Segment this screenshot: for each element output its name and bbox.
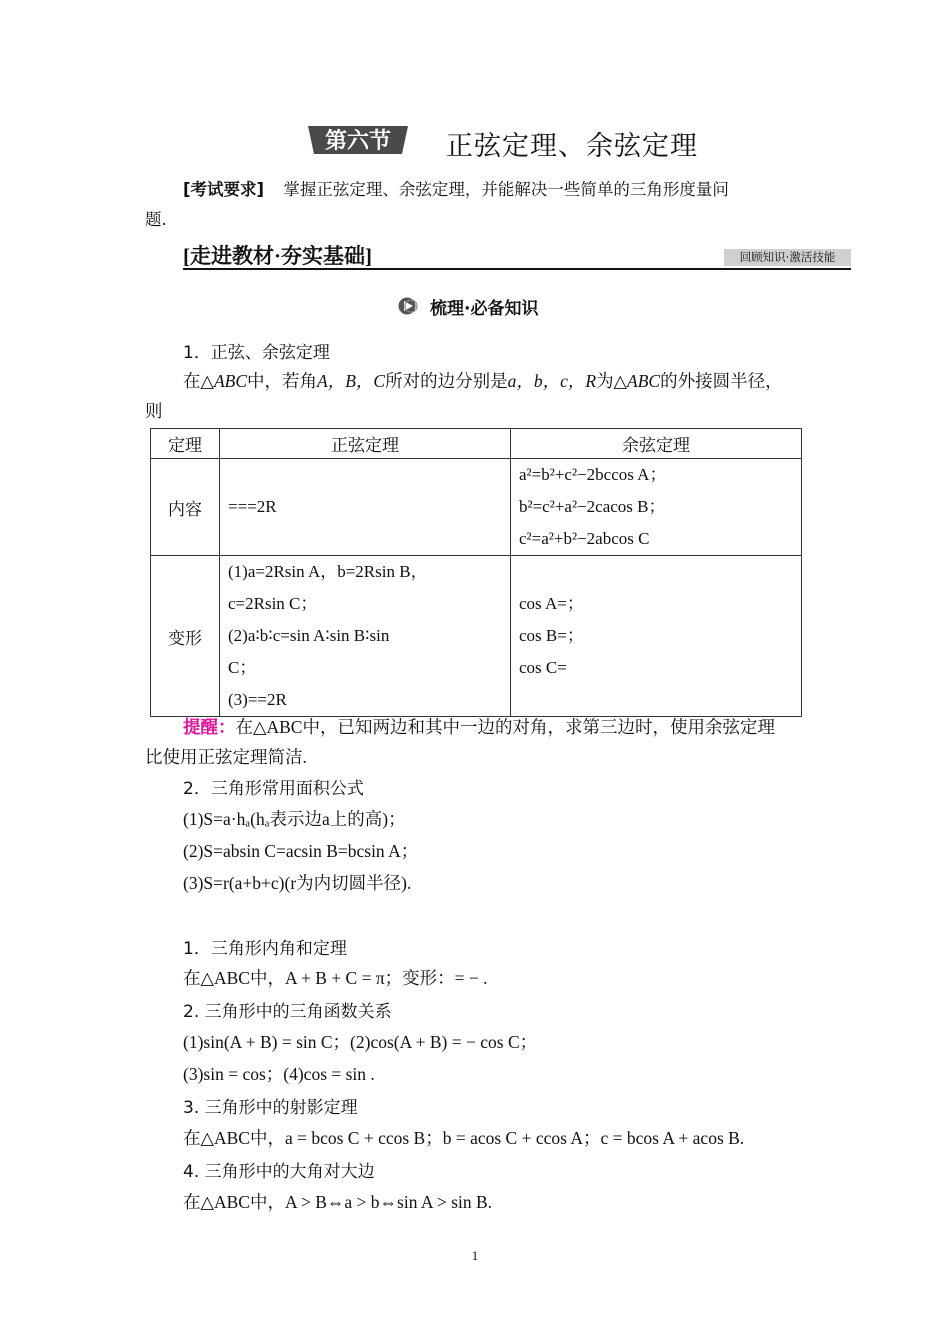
note-line <box>183 714 775 739</box>
sine-variant: c=2Rsin C； <box>228 594 318 613</box>
header-cell: 正弦定理 <box>220 429 511 459</box>
row-label: 内容 <box>151 459 220 556</box>
area-formula: (3)S=r(a+b+c)(r为内切圆半径). <box>183 873 412 893</box>
cosine-formula: a²=b²+c²−2bccos A； <box>519 465 667 484</box>
item1-title: 1．正弦、余弦定理 <box>183 343 330 363</box>
play-icon <box>398 297 418 315</box>
extra-line: 在△ABC中，A + B + C = π；变形：= − . <box>183 968 488 988</box>
row-label: 变形 <box>151 556 220 717</box>
extra-line: (1)sin(A + B) = sin C；(2)cos(A + B) = − cos C； <box>183 1032 538 1052</box>
extra-title: 2. 三角形中的三角函数关系 <box>183 1002 392 1022</box>
page-number: 1 <box>471 1248 479 1263</box>
cosine-variant-cell <box>511 556 802 717</box>
item1-intro: 在△ABC中，若角A，B，C所对的边分别是a，b，c，R为△ABC的外接圆半径， <box>183 371 783 391</box>
requirement-text: 掌握正弦定理、余弦定理，并能解决一些简单的三角形度量问 <box>283 180 729 199</box>
page-title: 正弦定理、余弦定理 <box>446 131 698 162</box>
sine-variant-cell <box>220 556 511 717</box>
header-cell: 定理 <box>151 429 220 459</box>
section-heading: [走进教材·夯实基础] <box>183 244 372 268</box>
sine-variant: (2)a∶b∶c=sin A∶sin B∶sin <box>228 626 390 645</box>
requirement-label: [考试要求] <box>183 180 265 199</box>
item2-title: 2．三角形常用面积公式 <box>183 779 364 799</box>
section-badge-text: 第六节 <box>324 129 392 154</box>
table-row <box>151 459 802 556</box>
cosine-content-cell <box>511 459 802 556</box>
note-text: 在△ABC中，已知两边和其中一边的对角，求第三边时，使用余弦定理 <box>235 717 775 737</box>
section-badge <box>304 124 412 156</box>
sine-variant: (3)==2R <box>228 690 287 709</box>
subsection-title: 梳理·必备知识 <box>430 299 539 319</box>
extra-line: (3)sin = cos；(4)cos = sin . <box>183 1064 375 1084</box>
cosine-formula: c²=a²+b²−2abcos C <box>519 529 650 548</box>
area-formula: (1)S=a·hₐ(hₐ表示边a上的高)； <box>183 809 406 829</box>
theorem-table <box>150 428 802 717</box>
area-formula: (2)S=absin C=acsin B=bcsin A； <box>183 841 419 861</box>
table-row <box>151 556 802 717</box>
item1-intro-cont: 则 <box>145 401 163 421</box>
note-text-cont: 比使用正弦定理简洁. <box>145 747 307 767</box>
header-cell: 余弦定理 <box>511 429 802 459</box>
extra-line: 在△ABC中，a = bcos C + ccos B；b = acos C + ccos A；c = bcos A + acos B. <box>183 1128 745 1148</box>
requirement-text-cont: 题. <box>145 210 167 229</box>
sine-variant: (1)a=2Rsin A，b=2Rsin B， <box>228 562 428 581</box>
extra-title: 3. 三角形中的射影定理 <box>183 1098 358 1118</box>
cosine-variant: cos A=； <box>519 594 584 613</box>
section-divider <box>183 268 851 270</box>
cosine-formula: b²=c²+a²−2cacos B； <box>519 497 666 516</box>
sine-variant: C； <box>228 658 257 677</box>
table-row <box>151 429 802 459</box>
extra-line: 在△ABC中，A > B⇔a > b⇔sin A > sin B. <box>183 1192 493 1212</box>
extra-title: 1．三角形内角和定理 <box>183 939 347 959</box>
note-label: 提醒： <box>183 718 236 738</box>
extra-title: 4. 三角形中的大角对大边 <box>183 1162 375 1182</box>
section-tag: 回顾知识·激活技能 <box>724 249 851 266</box>
requirement-line <box>183 176 729 200</box>
cosine-variant: cos B=； <box>519 626 584 645</box>
sine-content-cell: ===2R <box>220 459 511 556</box>
cosine-variant: cos C= <box>519 658 567 677</box>
